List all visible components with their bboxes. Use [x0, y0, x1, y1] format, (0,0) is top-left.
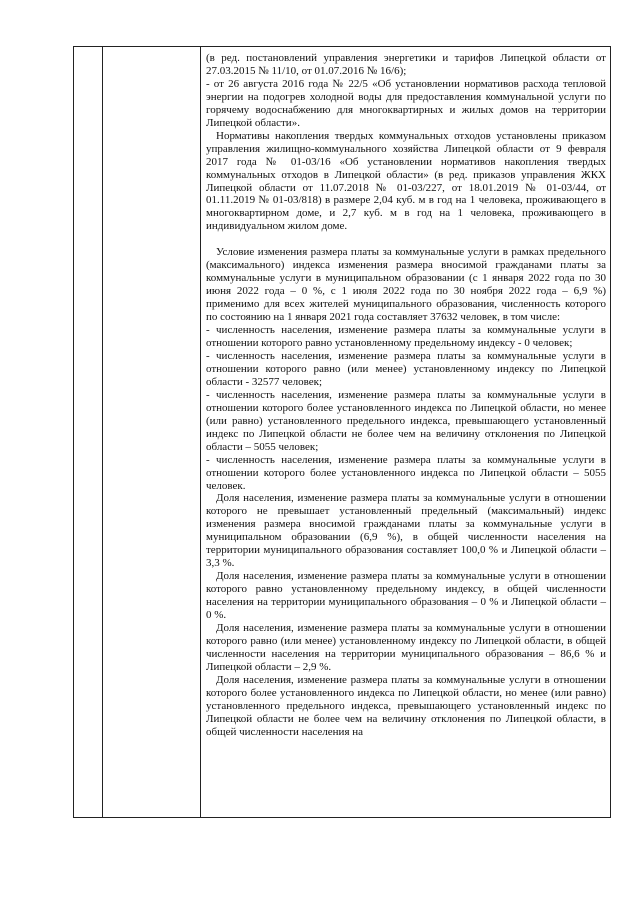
list-item-population-above-index: - численность населения, изменение размера платы за коммунальные услуги в отношении которого более установленного индекса по Липецкой области – 5055 человек. [206, 453, 606, 492]
paragraph-spacer [206, 233, 606, 246]
paragraph-share-within-deviation: Доля населения, изменение размера платы за коммунальные услуги в отношении которого более установленного индекса по Липецкой области, но менее (или равно) установленного предельного индекса, превышающего установленный индекс по Липецкой области не более чем на величину отклонения по Липецкой области, в общей численности населения на [206, 673, 606, 738]
list-item-population-within-index: - численность населения, изменение размера платы за коммунальные услуги в отношении которого равно (или менее) установленному индексу по Липецкой области - 32577 человек; [206, 349, 606, 388]
list-item-population-within-deviation: - численность населения, изменение размера платы за коммунальные услуги в отношении которого более установленного индекса по Липецкой области, но менее (или равно) установленного предельного индекса, превышающего установленный индекс по Липецкой области не более чем на величину отклонения по Липецкой области – 5055 человек; [206, 388, 606, 453]
list-item-population-equal-limit: - численность населения, изменение размера платы за коммунальные услуги в отношении которого равно установленному предельному индексу - 0 человек; [206, 324, 606, 350]
paragraph-resolution-22-5: - от 26 августа 2016 года № 22/5 «Об установлении нормативов расхода тепловой энергии на подогрев холодной воды для предоставления коммунальной услуги по горячему водоснабжению для многоквартирных и жилых домов на территории Липецкой области». [206, 77, 606, 129]
table-column-divider-1 [102, 47, 103, 817]
paragraph-fee-change-condition: Условие изменения размера платы за коммунальные услуги в рамках предельного (максимального) индекса изменения размера вносимой гражданами платы за коммунальные услуги в муниципальном образовании (с 1 января 2022 года по 30 июня 2022 года – 0 %, с 1 июля 2022 года по 30 ноября 2022 года – 6,9 %) применимо для всех жителей муниципального образования, численность которого по состоянию на 1 января 2021 года составляет 37632 человек, в том числе: [206, 246, 606, 324]
table-text-cell [206, 52, 606, 739]
paragraph-share-equal-limit: Доля населения, изменение размера платы за коммунальные услуги в отношении которого равно установленному предельному индексу, в общей численности населения на территории муниципального образования – 0 % и Липецкой области – 0 %. [206, 570, 606, 622]
paragraph-amendments: (в ред. постановлений управления энергетики и тарифов Липецкой области от 27.03.2015 № 11/10, от 01.07.2016 № 16/6); [206, 52, 606, 77]
document-table [73, 46, 611, 818]
table-column-divider-2 [200, 47, 201, 817]
paragraph-waste-norms: Нормативы накопления твердых коммунальных отходов установлены приказом управления жилищно-коммунального хозяйства Липецкой области от 9 февраля 2017 года № 01-03/16 «Об установлении нормативов накопления твердых коммунальных отходов в Липецкой области» (в ред. приказов управления ЖКХ Липецкой области от 11.07.2018 № 01-03/227, от 18.01.2019 № 01-03/44, от 01.11.2019 № 01-03/818) в размере 2,04 куб. м в год на 1 человека, проживающего в многоквартирном доме, и 2,7 куб. м в год на 1 человека, проживающего в индивидуальном жилом доме. [206, 129, 606, 233]
paragraph-share-within-index: Доля населения, изменение размера платы за коммунальные услуги в отношении которого равно (или менее) установленному индексу по Липецкой области, в общей численности населения на территории муниципального образования – 86,6 % и Липецкой области – 2,9 %. [206, 621, 606, 673]
paragraph-share-not-exceeding: Доля населения, изменение размера платы за коммунальные услуги в отношении которого не превышает установленный предельный (максимальный) индекс изменения размера вносимой гражданами платы за коммунальные услуги в муниципальном образовании (6,9 %), в общей численности населения на территории муниципального образования составляет 100,0 % и Липецкой области – 3,3 %. [206, 492, 606, 570]
